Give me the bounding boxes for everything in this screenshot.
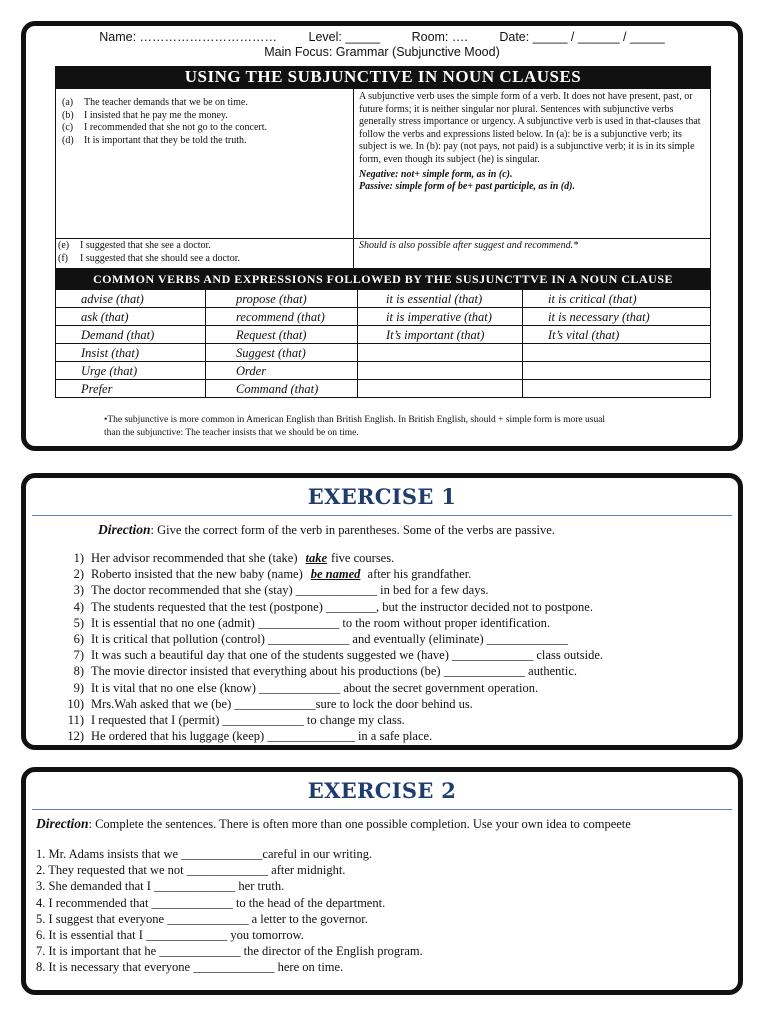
- verb-cell: [523, 344, 711, 362]
- item-text: The movie director insisted that everything about his productions (be) _____________ authentic.: [91, 664, 578, 679]
- verb-cell: Insist (that): [56, 344, 206, 362]
- should-examples-box: [55, 238, 354, 269]
- exercise-1-direction: [98, 522, 738, 538]
- verb-cell: Urge (that): [56, 362, 206, 380]
- example-item: [62, 110, 347, 123]
- example-item: [58, 253, 351, 266]
- example-label: (a): [62, 97, 74, 108]
- verbs-row: [56, 290, 711, 308]
- verbs-row: [56, 308, 711, 326]
- item-number: 11): [67, 712, 84, 727]
- verb-cell: it is essential (that): [358, 290, 523, 308]
- item-text: The students requested that the test (postpone) ________, but the instructor decided not to postpone.: [91, 599, 593, 614]
- item-text: It is essential that no one (admit) _____________ to the room without proper identification.: [91, 615, 550, 630]
- title-divider: [32, 515, 732, 516]
- examples-list: [62, 97, 347, 147]
- verb-cell: it is imperative (that): [358, 308, 523, 326]
- exercise-item: 1. Mr. Adams insists that we _____________careful in our writing.: [36, 847, 373, 861]
- verbs-row: [56, 362, 711, 380]
- negative-rule: Negative: not+ simple form, as in (c).: [359, 168, 513, 180]
- example-text: I recommended that she not go to the concert.: [84, 122, 267, 134]
- example-label: (b): [62, 109, 74, 121]
- exercise-2-card: [21, 767, 743, 995]
- item-number: 10): [67, 696, 84, 711]
- lesson-title-banner: USING THE SUBJUNCTIVE IN NOUN CLAUSES: [55, 66, 711, 88]
- example-item: [62, 122, 347, 135]
- explanation-box: [353, 88, 711, 239]
- verb-cell: [523, 362, 711, 380]
- should-examples-list: [58, 240, 351, 265]
- exercise-item: 8. It is necessary that everyone _____________ here on time.: [36, 960, 344, 975]
- example-label: (d): [62, 134, 74, 146]
- direction-label: Direction: [36, 816, 89, 831]
- exercise-item: [56, 631, 738, 647]
- exercise-item: [56, 599, 738, 615]
- exercise-item: 2. They requested that we not _____________ after midnight.: [36, 863, 346, 878]
- item-answer: take: [305, 551, 328, 565]
- verb-cell: [523, 380, 711, 398]
- verb-cell: Suggest (that): [206, 344, 358, 362]
- item-number: 7): [73, 648, 84, 663]
- verb-cell: [358, 380, 523, 398]
- item-number: 6): [73, 631, 84, 646]
- verb-cell: Request (that): [206, 326, 358, 344]
- exercise-item: 4. I recommended that _____________ to the head of the department.: [36, 895, 386, 910]
- name-field: Name: ……………………………: [99, 30, 278, 44]
- item-number: 4): [73, 599, 84, 614]
- verb-cell: [358, 344, 523, 362]
- verbs-row: [56, 344, 711, 362]
- example-text: The teacher demands that we be on time.: [84, 97, 248, 108]
- example-label: (f): [58, 252, 68, 264]
- footnote: [104, 414, 704, 440]
- example-text: I suggested that she should see a doctor.: [80, 252, 240, 264]
- room-field: Room: ….: [411, 30, 468, 44]
- item-number: 3): [73, 583, 84, 598]
- item-text: He ordered that his luggage (keep) ______________ in a safe place.: [91, 729, 433, 744]
- item-number: 1): [73, 551, 84, 565]
- exercise-item: [56, 566, 738, 582]
- verb-cell: Command (that): [206, 380, 358, 398]
- verbs-banner: COMMON VERBS AND EXPRESSIONS FOLLOWED BY THE SUSJUNCTTVE IN A NOUN CLAUSE: [55, 269, 711, 289]
- exercise-1-items: [56, 550, 738, 744]
- verbs-table: [55, 289, 711, 398]
- item-text: Mrs.Wah asked that we (be) _____________sure to lock the door behind us.: [91, 696, 473, 711]
- footnote-line-2: than the subjunctive: The teacher insists that we should be on time.: [104, 428, 359, 438]
- date-field: Date: _____ / ______ / _____: [499, 30, 665, 44]
- main-focus: Main Focus: Grammar (Subjunctive Mood): [264, 45, 500, 59]
- exercise-item: [56, 582, 738, 598]
- should-note: Should is also possible after suggest and recommend.*: [353, 238, 711, 269]
- item-number: 5): [73, 615, 84, 630]
- item-text: Roberto insisted that the new baby (name): [91, 567, 303, 582]
- verb-cell: it is critical (that): [523, 290, 711, 308]
- item-number: 2): [73, 567, 84, 582]
- example-label: (c): [62, 122, 74, 134]
- exercise-item: 7. It is important that he _____________ the director of the English program.: [36, 944, 423, 959]
- exercise-item: [56, 680, 738, 696]
- item-answer: be named: [310, 567, 361, 582]
- exercise-item: [56, 663, 738, 679]
- example-text: I suggested that she see a doctor.: [80, 240, 211, 251]
- exercise-item: 6. It is essential that I _____________ you tomorrow.: [36, 927, 304, 942]
- exercise-item: [56, 615, 738, 631]
- explanation-text: A subjunctive verb uses the simple form of a verb. It does not have present, past, or future forms; it is neither singular nor plural. Sentences with subjunctive verbs generally stress importance or urgency. A subjunctive verb is used in that-clauses that follow the verbs and expressions listed below. In (a): be is a subjunctive verb; its subject is we. In (b): pay (not pays, not paid) is a subjunctive verb; it is in its simple form, even though its subject (he) is singular.: [359, 91, 701, 165]
- verb-cell: propose (that): [206, 290, 358, 308]
- verb-cell: ask (that): [56, 308, 206, 326]
- exercise-item: [56, 550, 738, 566]
- student-info-line: [26, 30, 738, 45]
- exercise-item: 5. I suggest that everyone _____________ a letter to the governor.: [36, 911, 368, 926]
- grammar-reference-card: [21, 21, 743, 451]
- example-text: I insisted that he pay me the money.: [84, 109, 228, 121]
- footnote-line-1: •The subjunctive is more common in American English than British English. In British English, should + simple form is more usual: [104, 415, 606, 425]
- item-text: The doctor recommended that she (stay) _____________ in bed for a few days.: [91, 583, 489, 598]
- item-text-after: after his grandfather.: [364, 567, 472, 582]
- exercise-item: [56, 647, 738, 663]
- example-item: [58, 240, 351, 253]
- verb-cell: Prefer: [56, 380, 206, 398]
- item-text: It is vital that no one else (know) _____________ about the secret government operation.: [91, 680, 539, 695]
- item-text: I requested that I (permit) _____________ to change my class.: [91, 712, 405, 727]
- item-text-after: five courses.: [331, 551, 395, 565]
- example-text: It is important that they be told the truth.: [84, 134, 247, 146]
- exercise-1-card: [21, 473, 743, 750]
- examples-box: [55, 88, 354, 239]
- item-text: It is critical that pollution (control) _____________ and eventually (eliminate) _____________: [91, 631, 568, 646]
- example-item: [62, 97, 347, 110]
- verbs-row: [56, 326, 711, 344]
- verb-cell: It’s vital (that): [523, 326, 711, 344]
- verb-cell: Demand (that): [56, 326, 206, 344]
- verb-cell: advise (that): [56, 290, 206, 308]
- example-label: (e): [58, 240, 70, 251]
- exercise-1-title: EXERCISE 1: [307, 484, 457, 509]
- exercise-2-items: [36, 846, 738, 976]
- direction-label: Direction: [98, 522, 151, 537]
- exercise-item: [56, 696, 738, 712]
- exercise-item: [56, 712, 738, 728]
- example-item: [62, 135, 347, 148]
- direction-text: : Complete the sentences. There is often more than one possible completion. Use your own idea to compeete: [88, 817, 631, 831]
- verb-cell: recommend (that): [206, 308, 358, 326]
- exercise-item: 3. She demanded that I _____________ her truth.: [36, 879, 285, 894]
- item-text: It was such a beautiful day that one of the students suggested we (have) _____________ class outside.: [91, 648, 604, 663]
- exercise-item: [56, 728, 738, 744]
- level-field: Level: _____: [308, 30, 381, 44]
- direction-text: : Give the correct form of the verb in parentheses. Some of the verbs are passive.: [150, 523, 555, 537]
- verbs-row: [56, 380, 711, 398]
- verb-cell: It’s important (that): [358, 326, 523, 344]
- verb-cell: [358, 362, 523, 380]
- exercise-2-title: EXERCISE 2: [307, 778, 457, 803]
- verb-cell: Order: [206, 362, 358, 380]
- item-number: 12): [67, 729, 84, 744]
- item-number: 8): [73, 664, 84, 679]
- item-text: Her advisor recommended that she (take): [91, 551, 298, 565]
- item-number: 9): [73, 680, 84, 695]
- exercise-2-direction: [36, 816, 738, 832]
- passive-rule: Passive: simple form of be+ past participle, as in (d).: [359, 181, 575, 193]
- title-divider: [32, 809, 732, 810]
- verb-cell: it is necessary (that): [523, 308, 711, 326]
